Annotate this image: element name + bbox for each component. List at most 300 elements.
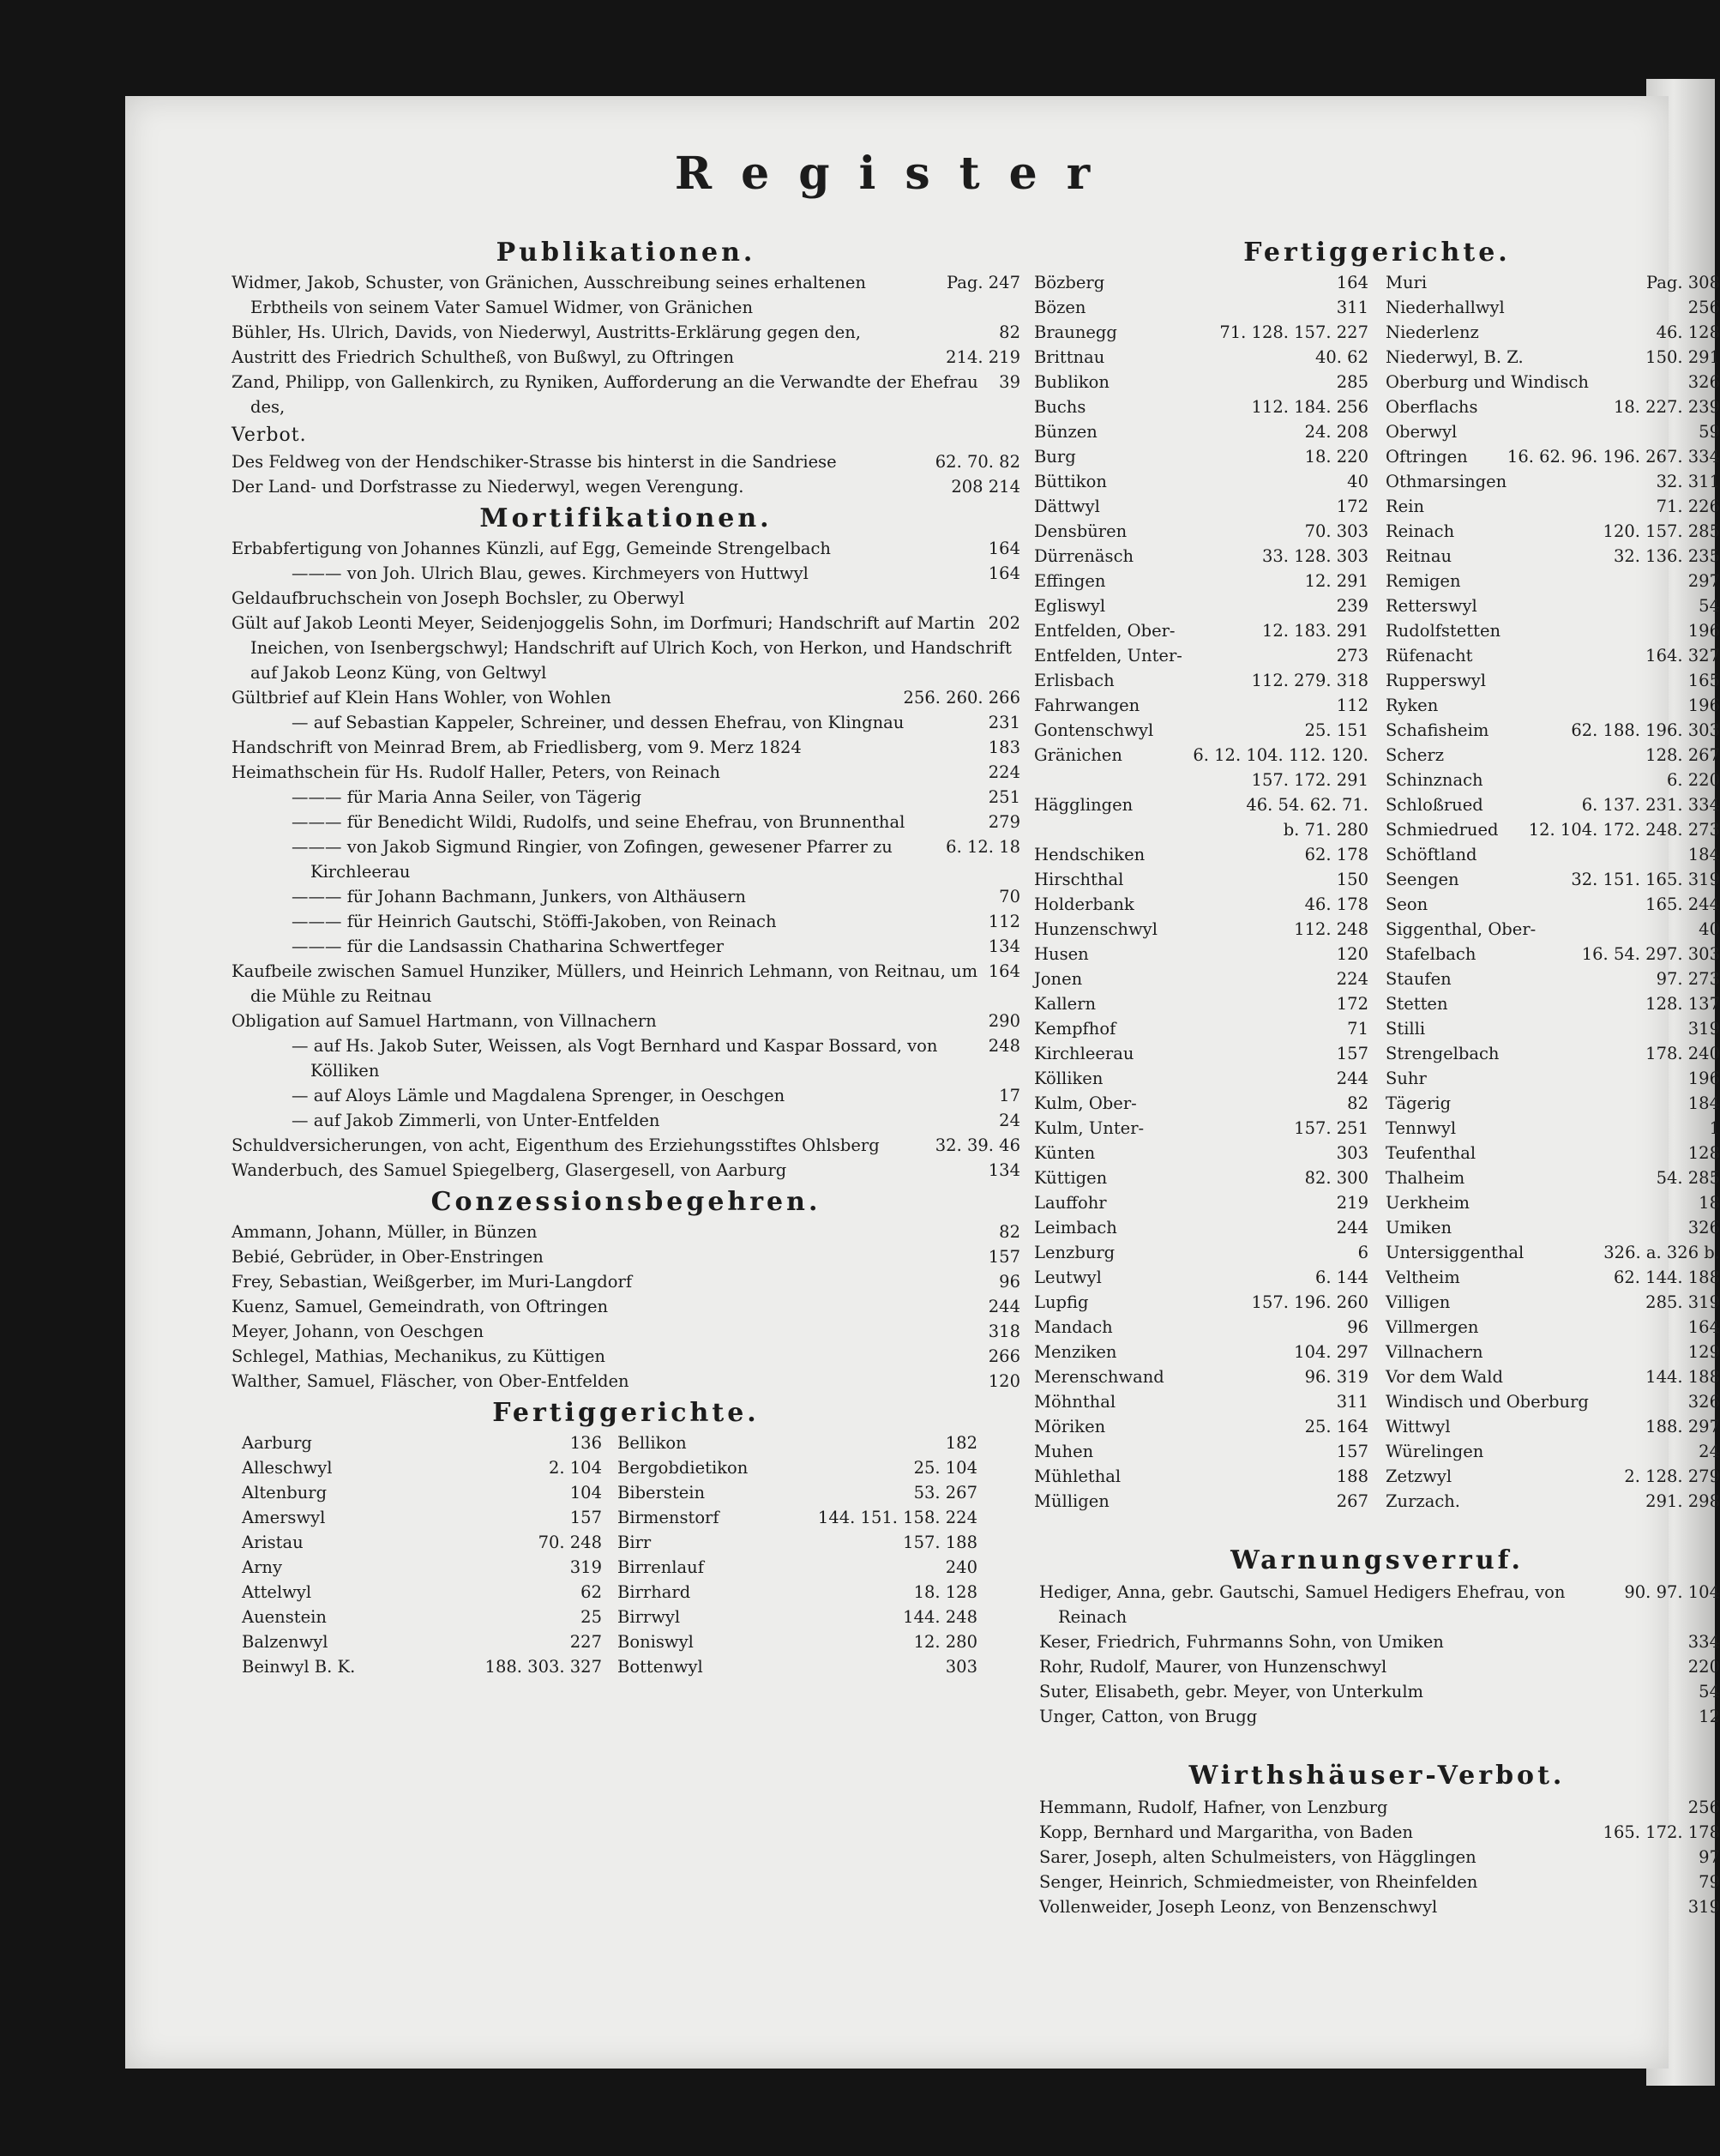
- place-entry: [1386, 1364, 1720, 1389]
- place-pages: 62. 144. 188: [1613, 1268, 1720, 1287]
- place-entry: [1386, 967, 1720, 991]
- place-pages: 326: [1687, 1392, 1720, 1412]
- place-name: Entfelden, Ober-: [1034, 621, 1176, 641]
- entry-text: Kopp, Bernhard und Margaritha, von Baden: [1039, 1822, 1413, 1842]
- register-entry: [1039, 1704, 1720, 1729]
- place-pages: 157. 188: [903, 1533, 977, 1552]
- place-entry: [1034, 643, 1368, 668]
- place-pages: 256: [1687, 298, 1720, 317]
- place-name: Teufenthal: [1386, 1143, 1476, 1163]
- entry-pages: 279: [988, 812, 1020, 832]
- place-name: Mandach: [1034, 1317, 1113, 1337]
- entry-pages: 290: [988, 1011, 1020, 1031]
- place-pages: 25. 104: [913, 1458, 977, 1478]
- place-pages: 326: [1687, 372, 1720, 392]
- section-warnungsverruf: [1034, 1545, 1720, 1729]
- place-entry: [1034, 569, 1368, 593]
- place-pages: 120. 157. 285: [1603, 521, 1720, 541]
- place-name: Bottenwyl: [617, 1657, 703, 1677]
- place-name: Rein: [1386, 497, 1425, 516]
- place-pages: 164: [1687, 1317, 1720, 1337]
- register-entry: [232, 586, 1020, 611]
- place-name: Hunzenschwyl: [1034, 919, 1158, 939]
- place-name: Gontenschwyl: [1034, 720, 1154, 740]
- register-entry: [232, 536, 1020, 561]
- place-entry: [1034, 1066, 1368, 1091]
- register-entry: [232, 1133, 1020, 1158]
- entry-pages: 134: [988, 1160, 1020, 1180]
- place-name: Mülligen: [1034, 1491, 1110, 1511]
- place-entry: [1034, 842, 1368, 867]
- place-entry: [1034, 743, 1368, 768]
- register-entry: [232, 1244, 1020, 1269]
- place-pages: b. 71. 280: [1283, 820, 1368, 840]
- register-entry: [232, 1220, 1020, 1244]
- place-pages: 12. 183. 291: [1261, 621, 1368, 641]
- entry-text: Wanderbuch, des Samuel Spiegelberg, Glasergesell, von Aarburg: [232, 1160, 787, 1180]
- place-entry: [242, 1430, 602, 1455]
- place-name: Aarburg: [242, 1433, 312, 1453]
- place-name: Künten: [1034, 1143, 1096, 1163]
- place-pages: 46. 54. 62. 71.: [1246, 795, 1368, 815]
- place-pages: 6. 144: [1314, 1268, 1368, 1287]
- entry-text: Vollenweider, Joseph Leonz, von Benzenschwyl: [1039, 1897, 1438, 1917]
- register-entry: [232, 320, 1020, 345]
- place-pages: 112. 248: [1294, 919, 1368, 939]
- place-name: Mühlethal: [1034, 1466, 1122, 1486]
- entry-pages: 17: [999, 1086, 1020, 1105]
- place-name: Niederhallwyl: [1386, 298, 1505, 317]
- right-column: [1034, 233, 1720, 1919]
- place-pages: 291. 298: [1645, 1491, 1720, 1511]
- entry-pages: 79: [1699, 1872, 1720, 1892]
- place-name: Bözen: [1034, 298, 1086, 317]
- place-pages: 240: [945, 1557, 977, 1577]
- place-entry: [1386, 1190, 1720, 1215]
- place-entry: [1386, 768, 1720, 792]
- place-pages: 112. 279. 318: [1251, 671, 1368, 690]
- place-name: Rüfenacht: [1386, 646, 1473, 665]
- place-name: Kulm, Ober-: [1034, 1093, 1137, 1113]
- place-pages: 164: [1336, 273, 1368, 292]
- place-pages: 196: [1687, 696, 1720, 715]
- place-pages: 165: [1687, 671, 1720, 690]
- section-subheading-verbot: Verbot.: [232, 425, 307, 446]
- place-name: Entfelden, Unter-: [1034, 646, 1182, 665]
- place-name: Reitnau: [1386, 546, 1452, 566]
- place-name: Husen: [1034, 944, 1089, 964]
- place-pages: 172: [1336, 497, 1368, 516]
- place-pages: 311: [1336, 298, 1368, 317]
- place-pages: 25. 151: [1304, 720, 1368, 740]
- entry-text: Kuenz, Samuel, Gemeindrath, von Oftringen: [232, 1297, 609, 1316]
- place-entry: [1034, 1016, 1368, 1041]
- place-entry: [1386, 867, 1720, 892]
- place-entry: [242, 1605, 602, 1629]
- place-name: Fahrwangen: [1034, 696, 1140, 715]
- place-entry: [1386, 643, 1720, 668]
- entry-text: — auf Jakob Zimmerli, von Unter-Entfelden: [292, 1111, 660, 1130]
- place-name: Reinach: [1386, 521, 1455, 541]
- place-name: Aristau: [242, 1533, 304, 1552]
- place-entry: [1034, 1165, 1368, 1190]
- entry-pages: 220: [1687, 1657, 1720, 1677]
- place-entry: [1386, 842, 1720, 867]
- entry-pages: 112: [988, 912, 1020, 931]
- place-name: Retterswyl: [1386, 596, 1477, 616]
- entry-text: Schuldversicherungen, von acht, Eigenthum des Erziehungsstiftes Ohlsberg: [232, 1135, 880, 1155]
- place-pages: 303: [945, 1657, 977, 1677]
- entry-pages: 202: [988, 613, 1020, 633]
- register-entry: [232, 1319, 1020, 1344]
- place-name: Dättwyl: [1034, 497, 1100, 516]
- place-name: Oberflachs: [1386, 397, 1478, 417]
- place-entry: [617, 1580, 977, 1605]
- place-entry: [1034, 1091, 1368, 1116]
- place-entry: [1386, 668, 1720, 693]
- place-name: Biberstein: [617, 1483, 706, 1503]
- place-entry: [1386, 618, 1720, 643]
- place-pages: 120: [1336, 944, 1368, 964]
- place-name: Villnachern: [1386, 1342, 1483, 1362]
- place-pages: 144. 151. 158. 224: [817, 1508, 977, 1527]
- entry-pages: 208 214: [951, 477, 1020, 497]
- place-name: Bergobdietikon: [617, 1458, 749, 1478]
- place-pages: 18. 220: [1304, 447, 1368, 467]
- place-name: Stafelbach: [1386, 944, 1476, 964]
- place-pages: 53. 267: [913, 1483, 977, 1503]
- entry-pages: 318: [988, 1322, 1020, 1341]
- place-pages: 136: [569, 1433, 602, 1453]
- register-entry: [1039, 1894, 1720, 1919]
- page-title: Register: [674, 148, 1120, 200]
- place-name: Kempfhof: [1034, 1019, 1116, 1039]
- place-pages: 311: [1336, 1392, 1368, 1412]
- place-entry: [617, 1654, 977, 1679]
- place-entry: [1386, 394, 1720, 419]
- place-pages: 112. 184. 256: [1251, 397, 1368, 417]
- place-pages: 82: [1347, 1093, 1368, 1113]
- place-entry: [1034, 469, 1368, 494]
- place-pages: 62. 188. 196. 303: [1571, 720, 1720, 740]
- conzessionsbegehren-list: [232, 1220, 1020, 1394]
- section-heading-fertiggerichte-right: Fertiggerichte.: [1243, 238, 1511, 268]
- place-entry: [1034, 519, 1368, 544]
- place-name: Leutwyl: [1034, 1268, 1102, 1287]
- place-pages: 33. 128. 303: [1261, 546, 1368, 566]
- place-name: Zurzach.: [1386, 1491, 1461, 1511]
- place-entry: [1386, 917, 1720, 942]
- register-entry: [1039, 1820, 1720, 1845]
- place-name: Muri: [1386, 273, 1428, 292]
- register-entry: [232, 1294, 1020, 1319]
- entry-text: ——— von Jakob Sigmund Ringier, von Zofingen, gewesener Pfarrer zu Kirchleerau: [292, 837, 893, 882]
- entry-pages: 54: [1699, 1682, 1720, 1701]
- place-pages: 18. 128: [913, 1582, 977, 1602]
- place-pages: 244: [1336, 1218, 1368, 1238]
- place-entry: [1386, 270, 1720, 295]
- entry-pages: 82: [999, 322, 1020, 342]
- place-name: Birrenlauf: [617, 1557, 704, 1577]
- place-pages: 12. 104. 172. 248. 273: [1528, 820, 1720, 840]
- section-heading-wirthshaeuser-verbot: Wirthshäuser-Verbot.: [1188, 1761, 1566, 1791]
- place-entry: [1034, 942, 1368, 967]
- place-pages: 97. 273: [1656, 969, 1720, 989]
- register-entry: [232, 685, 1020, 710]
- place-pages: 297: [1687, 571, 1720, 591]
- place-entry: [1386, 1016, 1720, 1041]
- place-name: Zetzwyl: [1386, 1466, 1452, 1486]
- register-entry: [232, 370, 1020, 419]
- place-entry: [1386, 444, 1720, 469]
- place-name: Seengen: [1386, 870, 1459, 889]
- section-heading-fertiggerichte-left: Fertiggerichte.: [492, 1398, 760, 1428]
- place-name: Dürrenäsch: [1034, 546, 1134, 566]
- entry-text: Heimathschein für Hs. Rudolf Haller, Peters, von Reinach: [232, 762, 720, 782]
- place-name: Burg: [1034, 447, 1076, 467]
- place-pages: 40. 62: [1314, 347, 1368, 367]
- place-entry: [1034, 1116, 1368, 1141]
- place-pages: 96: [1347, 1317, 1368, 1337]
- place-pages: 144. 248: [903, 1607, 977, 1627]
- place-name: Stetten: [1386, 994, 1448, 1014]
- place-name: Niederwyl, B. Z.: [1386, 347, 1524, 367]
- register-entry: [232, 884, 1020, 909]
- entry-pages: 231: [988, 713, 1020, 732]
- entry-text: ——— für Johann Bachmann, Junkers, von Althäusern: [292, 887, 746, 906]
- register-entry: [232, 1009, 1020, 1033]
- place-entry: [1386, 942, 1720, 967]
- entry-pages: 164: [988, 961, 1020, 981]
- place-name: Gränichen: [1034, 745, 1122, 765]
- place-pages: 6. 12. 104. 112. 120.: [1193, 745, 1368, 765]
- register-entry: [232, 270, 1020, 320]
- place-name: Strengelbach: [1386, 1044, 1500, 1063]
- document-page: [125, 96, 1720, 2069]
- entry-pages: 165. 172. 178: [1603, 1822, 1720, 1842]
- place-pages: 25: [580, 1607, 602, 1627]
- entry-text: Senger, Heinrich, Schmiedmeister, von Rheinfelden: [1039, 1872, 1478, 1892]
- entry-text: Gült auf Jakob Leonti Meyer, Seidenjoggelis Sohn, im Dorfmuri; Handschrift auf Martin Ineichen, von Isenbergschwyl; Handschrift auf Ulrich Koch, von Herkon, und Handschrift auf Jakob Leonz Küng, von Geltwyl: [232, 613, 1012, 683]
- place-name: Schöftland: [1386, 845, 1477, 864]
- place-name: Thalheim: [1386, 1168, 1465, 1188]
- entry-text: Unger, Catton, von Brugg: [1039, 1707, 1258, 1726]
- entry-pages: 224: [988, 762, 1020, 782]
- register-entry: [232, 1158, 1020, 1183]
- place-pages: 326. a. 326 b.: [1603, 1243, 1720, 1262]
- place-entry: [1034, 792, 1368, 817]
- entry-pages: 164: [988, 539, 1020, 558]
- place-entry: [242, 1555, 602, 1580]
- entry-pages: 256. 260. 266: [903, 688, 1020, 708]
- place-pages: 2. 128. 279: [1624, 1466, 1720, 1486]
- entry-text: Keser, Friedrich, Fuhrmanns Sohn, von Umiken: [1039, 1632, 1444, 1652]
- place-pages: 2. 104: [548, 1458, 602, 1478]
- place-name: Möhnthal: [1034, 1392, 1116, 1412]
- place-entry: [1386, 693, 1720, 718]
- place-name: Hendschiken: [1034, 845, 1146, 864]
- place-pages: 285: [1336, 372, 1368, 392]
- entry-text: Sarer, Joseph, alten Schulmeisters, von Hägglingen: [1039, 1847, 1476, 1867]
- place-entry: [1386, 1265, 1720, 1290]
- place-name: Küttigen: [1034, 1168, 1108, 1188]
- place-name: Bublikon: [1034, 372, 1110, 392]
- place-pages: 32. 136. 235: [1613, 546, 1720, 566]
- place-name: Rudolfstetten: [1386, 621, 1501, 641]
- place-pages: 54. 285: [1656, 1168, 1720, 1188]
- place-pages: 46. 178: [1304, 894, 1368, 914]
- place-pages: 285. 319: [1645, 1292, 1720, 1312]
- place-name: Beinwyl B. K.: [242, 1657, 356, 1677]
- register-entry: [1039, 1795, 1720, 1820]
- place-entry: [242, 1480, 602, 1505]
- place-pages: 326: [1687, 1218, 1720, 1238]
- place-pages: 62: [580, 1582, 602, 1602]
- place-entry: [617, 1530, 977, 1555]
- place-name: Arny: [242, 1557, 282, 1577]
- place-name: Birmenstorf: [617, 1508, 719, 1527]
- place-entry: [1386, 370, 1720, 394]
- fertiggerichte-left-places: [242, 1430, 979, 1679]
- place-name: Attelwyl: [242, 1582, 312, 1602]
- register-entry: [232, 735, 1020, 760]
- place-pages: 104. 297: [1294, 1342, 1368, 1362]
- place-entry: [1386, 1439, 1720, 1464]
- place-entry: [1034, 1240, 1368, 1265]
- entry-text: Erbabfertigung von Johannes Künzli, auf Egg, Gemeinde Strengelbach: [232, 539, 831, 558]
- register-entry: [1039, 1654, 1720, 1679]
- place-entry: [242, 1580, 602, 1605]
- place-pages: 188. 297: [1645, 1417, 1720, 1436]
- place-entry: [1386, 494, 1720, 519]
- entry-pages: 82: [999, 1222, 1020, 1242]
- place-name: Merenschwand: [1034, 1367, 1164, 1387]
- place-pages: 6. 220: [1666, 770, 1720, 790]
- place-pages: 128. 267: [1645, 745, 1720, 765]
- place-name: Kirchleerau: [1034, 1044, 1134, 1063]
- place-entry: [1034, 967, 1368, 991]
- place-pages: 25. 164: [1304, 1417, 1368, 1436]
- place-pages: 82. 300: [1304, 1168, 1368, 1188]
- place-name: Boniswyl: [617, 1632, 694, 1652]
- register-entry: [232, 934, 1020, 959]
- place-name: Tägerig: [1386, 1093, 1452, 1113]
- place-name: Remigen: [1386, 571, 1461, 591]
- place-pages: 165. 244: [1645, 894, 1720, 914]
- mortifikationen-list: [232, 536, 1020, 1183]
- place-name: Siggenthal, Ober-: [1386, 919, 1537, 939]
- wirthshaeuser-list: [1034, 1795, 1720, 1919]
- place-entry: [1034, 618, 1368, 643]
- entry-text: Hemmann, Rudolf, Hafner, von Lenzburg: [1039, 1798, 1388, 1817]
- place-pages: 40: [1699, 919, 1720, 939]
- place-name: Tennwyl: [1386, 1118, 1457, 1138]
- place-entry: [1386, 1215, 1720, 1240]
- entry-text: Handschrift von Meinrad Brem, ab Friedlisberg, vom 9. Merz 1824: [232, 738, 802, 757]
- place-name: Stilli: [1386, 1019, 1426, 1039]
- place-entry: [1386, 1464, 1720, 1489]
- place-name: Schinznach: [1386, 770, 1483, 790]
- entry-text: ——— für Benedicht Wildi, Rudolfs, und seine Ehefrau, von Brunnenthal: [292, 812, 905, 832]
- place-name: Rupperswyl: [1386, 671, 1487, 690]
- place-pages: 16. 62. 96. 196. 267. 334: [1507, 447, 1720, 467]
- register-entry: [232, 345, 1020, 370]
- place-entry: [617, 1455, 977, 1480]
- place-entry: [1386, 1165, 1720, 1190]
- place-pages: 219: [1336, 1193, 1368, 1213]
- place-name: Amerswyl: [242, 1508, 326, 1527]
- register-entry: [1039, 1679, 1720, 1704]
- register-entry: [232, 449, 1020, 474]
- section-heading-mortifikationen: Mortifikationen.: [479, 503, 773, 533]
- place-pages: 54: [1699, 596, 1720, 616]
- place-entry: [1386, 1240, 1720, 1265]
- place-entry: [1386, 1340, 1720, 1364]
- place-pages: 244: [1336, 1069, 1368, 1088]
- place-entry: [242, 1530, 602, 1555]
- register-entry: [1039, 1580, 1720, 1629]
- place-entry: [617, 1505, 977, 1530]
- place-name: Braunegg: [1034, 322, 1117, 342]
- place-entry: [1386, 295, 1720, 320]
- place-name: Suhr: [1386, 1069, 1427, 1088]
- entry-pages: 244: [988, 1297, 1020, 1316]
- place-entry: [1034, 593, 1368, 618]
- place-name: Densbüren: [1034, 521, 1128, 541]
- place-entry: [1034, 1389, 1368, 1414]
- place-pages: 157. 172. 291: [1251, 770, 1368, 790]
- entry-pages: 6. 12. 18: [946, 837, 1020, 857]
- place-name: Balzenwyl: [242, 1632, 328, 1652]
- section-heading-conzessionsbegehren: Conzessionsbegehren.: [430, 1187, 821, 1217]
- place-name: Villmergen: [1386, 1317, 1479, 1337]
- place-name: Möriken: [1034, 1417, 1106, 1436]
- place-name: Bünzen: [1034, 422, 1098, 442]
- entry-pages: Pag. 247: [947, 273, 1020, 292]
- place-pages: 104: [569, 1483, 602, 1503]
- place-entry: [1386, 519, 1720, 544]
- place-name: Alleschwyl: [242, 1458, 333, 1478]
- entry-text: Des Feldweg von der Hendschiker-Strasse bis hinterst in die Sandriese: [232, 452, 837, 472]
- place-entry: [242, 1455, 602, 1480]
- place-name: Niederlenz: [1386, 322, 1479, 342]
- place-entry: [1034, 1215, 1368, 1240]
- register-entry: [232, 909, 1020, 934]
- place-entry: [1034, 295, 1368, 320]
- place-name: Schmiedrued: [1386, 820, 1499, 840]
- place-name: Kölliken: [1034, 1069, 1104, 1088]
- place-name: Birr: [617, 1533, 652, 1552]
- entry-pages: 32. 39. 46: [935, 1135, 1020, 1155]
- entry-text: ——— für Maria Anna Seiler, von Tägerig: [292, 787, 642, 807]
- register-entry: [1039, 1629, 1720, 1654]
- section-heading-publikationen: Publikationen.: [496, 238, 756, 268]
- entry-pages: 120: [988, 1371, 1020, 1391]
- register-entry: [232, 474, 1020, 499]
- place-pages: 129: [1687, 1342, 1720, 1362]
- place-pages: 267: [1336, 1491, 1368, 1511]
- entry-text: Rohr, Rudolf, Maurer, von Hunzenschwyl: [1039, 1657, 1387, 1677]
- entry-text: Suter, Elisabeth, gebr. Meyer, von Unterkulm: [1039, 1682, 1424, 1701]
- left-column: [232, 233, 1020, 1679]
- place-pages: 182: [945, 1433, 977, 1453]
- place-pages: 196: [1687, 1069, 1720, 1088]
- place-name: Büttikon: [1034, 472, 1107, 491]
- entry-pages: 134: [988, 936, 1020, 956]
- entry-text: Geldaufbruchschein von Joseph Bochsler, zu Oberwyl: [232, 588, 685, 608]
- place-name: Veltheim: [1386, 1268, 1460, 1287]
- place-pages: 188: [1336, 1466, 1368, 1486]
